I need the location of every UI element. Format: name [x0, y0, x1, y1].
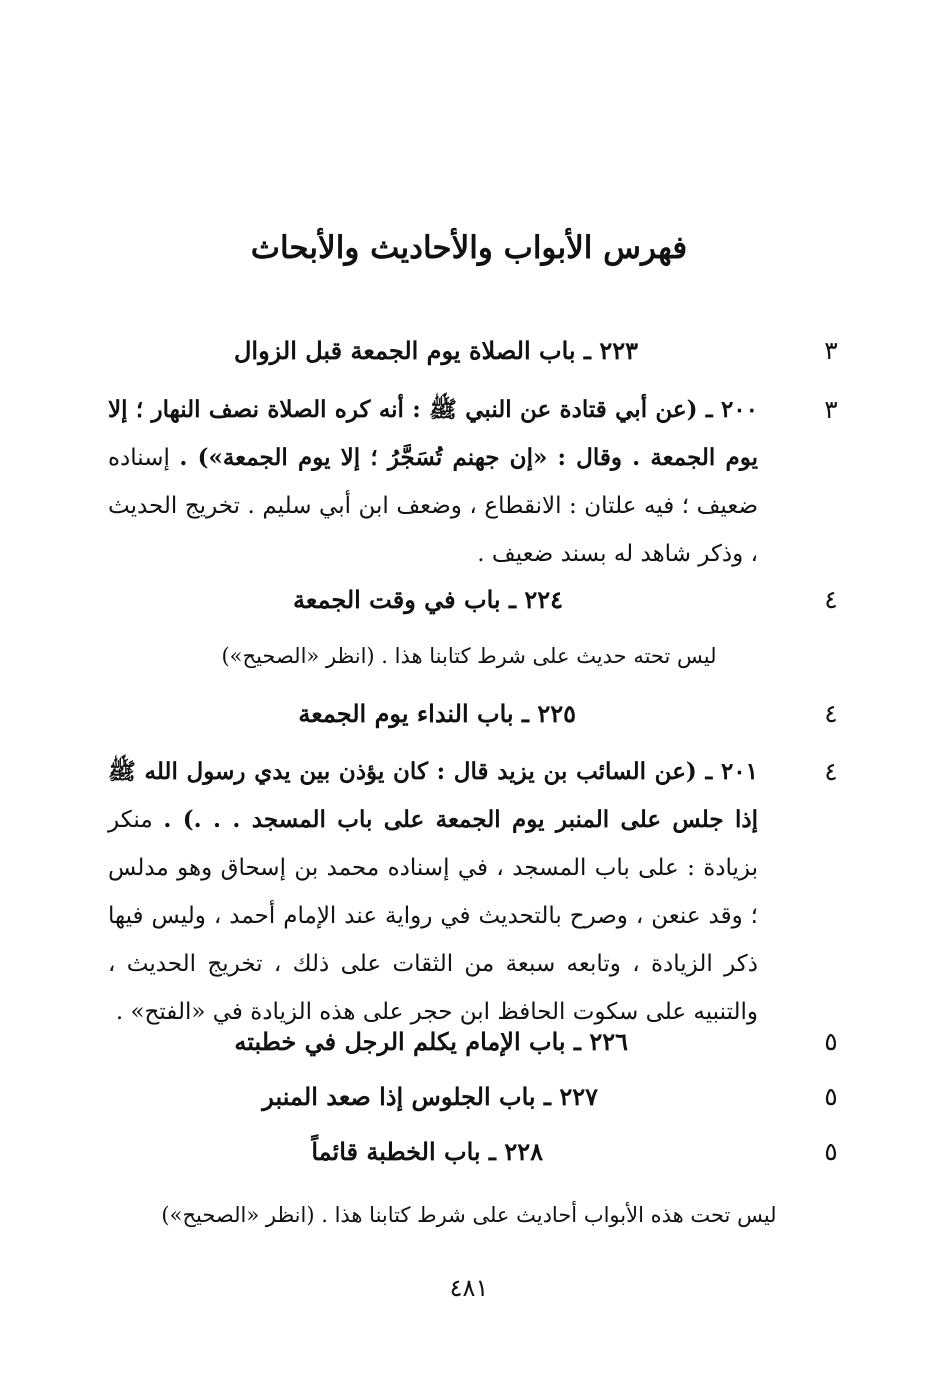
hadith-entry: [108, 386, 758, 578]
chapter-heading: ٢٢٤ ـ باب في وقت الجمعة: [293, 585, 563, 614]
page-number: ٣: [824, 395, 838, 424]
page-title: فهرس الأبواب والأحاديث والأبحاث: [250, 230, 688, 266]
page-number: ٥: [824, 1137, 838, 1166]
chapter-heading: ٢٢٨ ـ باب الخطبة قائماً: [311, 1137, 543, 1166]
page-number: ٥: [824, 1082, 838, 1111]
page-number: ٥: [824, 1027, 838, 1056]
page-number: ٤: [824, 585, 838, 614]
chapter-heading: ٢٢٣ ـ باب الصلاة يوم الجمعة قبل الزوال: [233, 336, 638, 365]
hadith-commentary: منكر بزيادة : على باب المسجد ، في إسناده محمد بن إسحاق وهو مدلس ؛ وقد عنعن ، وصرح بالتحديث في رواية عند الإمام أحمد ، وليس فيها ذكر الزيادة ، وتابعه سبعة من الثقات على ذلك ، تخريج الحديث ، والتنبيه على سكوت الحافظ ابن حجر على هذه الزيادة في «الفتح» .: [108, 807, 758, 1025]
chapter-heading: ٢٢٧ ـ باب الجلوس إذا صعد المنبر: [262, 1082, 598, 1111]
chapter-heading: ٢٢٥ ـ باب النداء يوم الجمعة: [298, 699, 576, 728]
page-folio: ٤٨١: [449, 1274, 489, 1302]
index-note: ليس تحته حديث على شرط كتابنا هذا . (انظر «الصحيح»): [221, 644, 717, 668]
page-number: ٤: [824, 757, 838, 786]
hadith-commentary: إسناده ضعيف ؛ فيه علتان : الانقطاع ، وضعف ابن أبي سليم . تخريج الحديث ، وذكر شاهد له بسند ضعيف .: [108, 445, 758, 567]
page-number: ٤: [824, 699, 838, 728]
chapter-heading: ٢٢٦ ـ باب الإمام يكلم الرجل في خطبته: [234, 1027, 628, 1056]
hadith-text: ٢٠٠ ـ (عن أبي قتادة عن النبي ﷺ : أنه كره الصلاة نصف النهار ؛ إلا يوم الجمعة . وقال : «إن جهنم تُسَجَّرُ ؛ إلا يوم الجمعة») .: [108, 396, 759, 471]
page-number: ٣: [824, 336, 838, 365]
hadith-text: ٢٠١ ـ (عن السائب بن يزيد قال : كان يؤذن بين يدي رسول الله ﷺ إذا جلس على المنبر يوم الجمعة على باب المسجد . . .) .: [108, 758, 758, 833]
hadith-entry: [108, 748, 758, 1036]
index-note: ليس تحت هذه الأبواب أحاديث على شرط كتابنا هذا . (انظر «الصحيح»): [161, 1203, 777, 1227]
